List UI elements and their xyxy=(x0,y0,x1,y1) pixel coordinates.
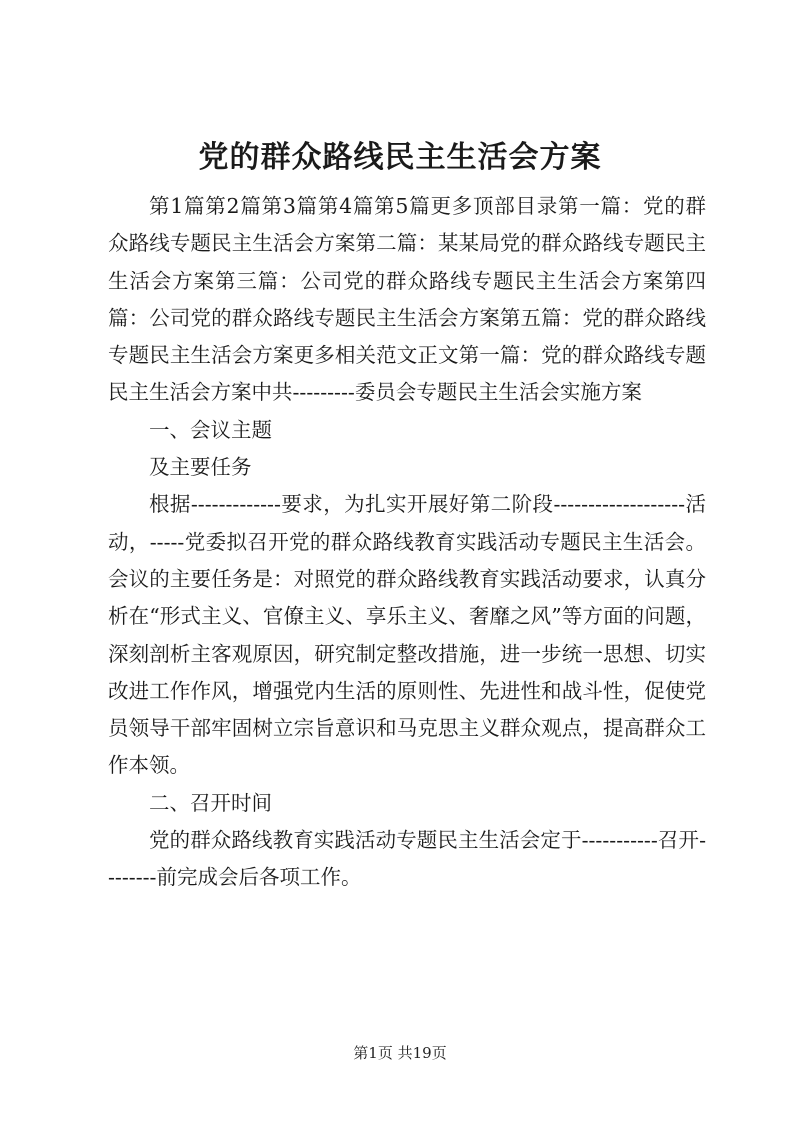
section-heading-meeting-theme: 一、会议主题 xyxy=(149,417,272,442)
page-number-footer: 第1页 共19页 xyxy=(353,1044,447,1062)
document-title: 党的群众路线民主生活会方案 xyxy=(198,140,602,175)
paragraph-time: 党的群众路线教育实践活动专题民主生活会定于-----------召开--------前完成会后各项工作。 xyxy=(108,828,706,890)
paragraph-tasks: 根据-------------要求，为扎实开展好第二阶段-------------------活动，-----党委拟召开党的群众路线教育实践活动专题民主生活会。会议的主要任务是：对照党的群众路线教育实践活动要求，认真分析在“形式主义、官僚主义、享乐主义、奢靡之风”等方面的问题，深刻剖析主客观原因，研究制定整改措施，进一步统一思想、切实改进工作作风，增强党内生活的原则性、先进性和战斗性，促使党员领导干部牢固树立宗旨意识和马克思主义群众观点，提高群众工作本领。 xyxy=(108,492,706,778)
section-heading-main-tasks: 及主要任务 xyxy=(149,455,252,480)
section-heading-meeting-time: 二、召开时间 xyxy=(149,790,272,815)
document-body xyxy=(108,188,706,897)
paragraph-table-of-contents: 第1篇第2篇第3篇第4篇第5篇更多顶部目录第一篇：党的群众路线专题民主生活会方案第二篇：某某局党的群众路线专题民主生活会方案第三篇：公司党的群众路线专题民主生活会方案第四篇：公司党的群众路线专题民主生活会方案第五篇：党的群众路线专题民主生活会方案更多相关范文正文第一篇：党的群众路线专题民主生活会方案中共---------委员会专题民主生活会实施方案 xyxy=(108,194,706,405)
